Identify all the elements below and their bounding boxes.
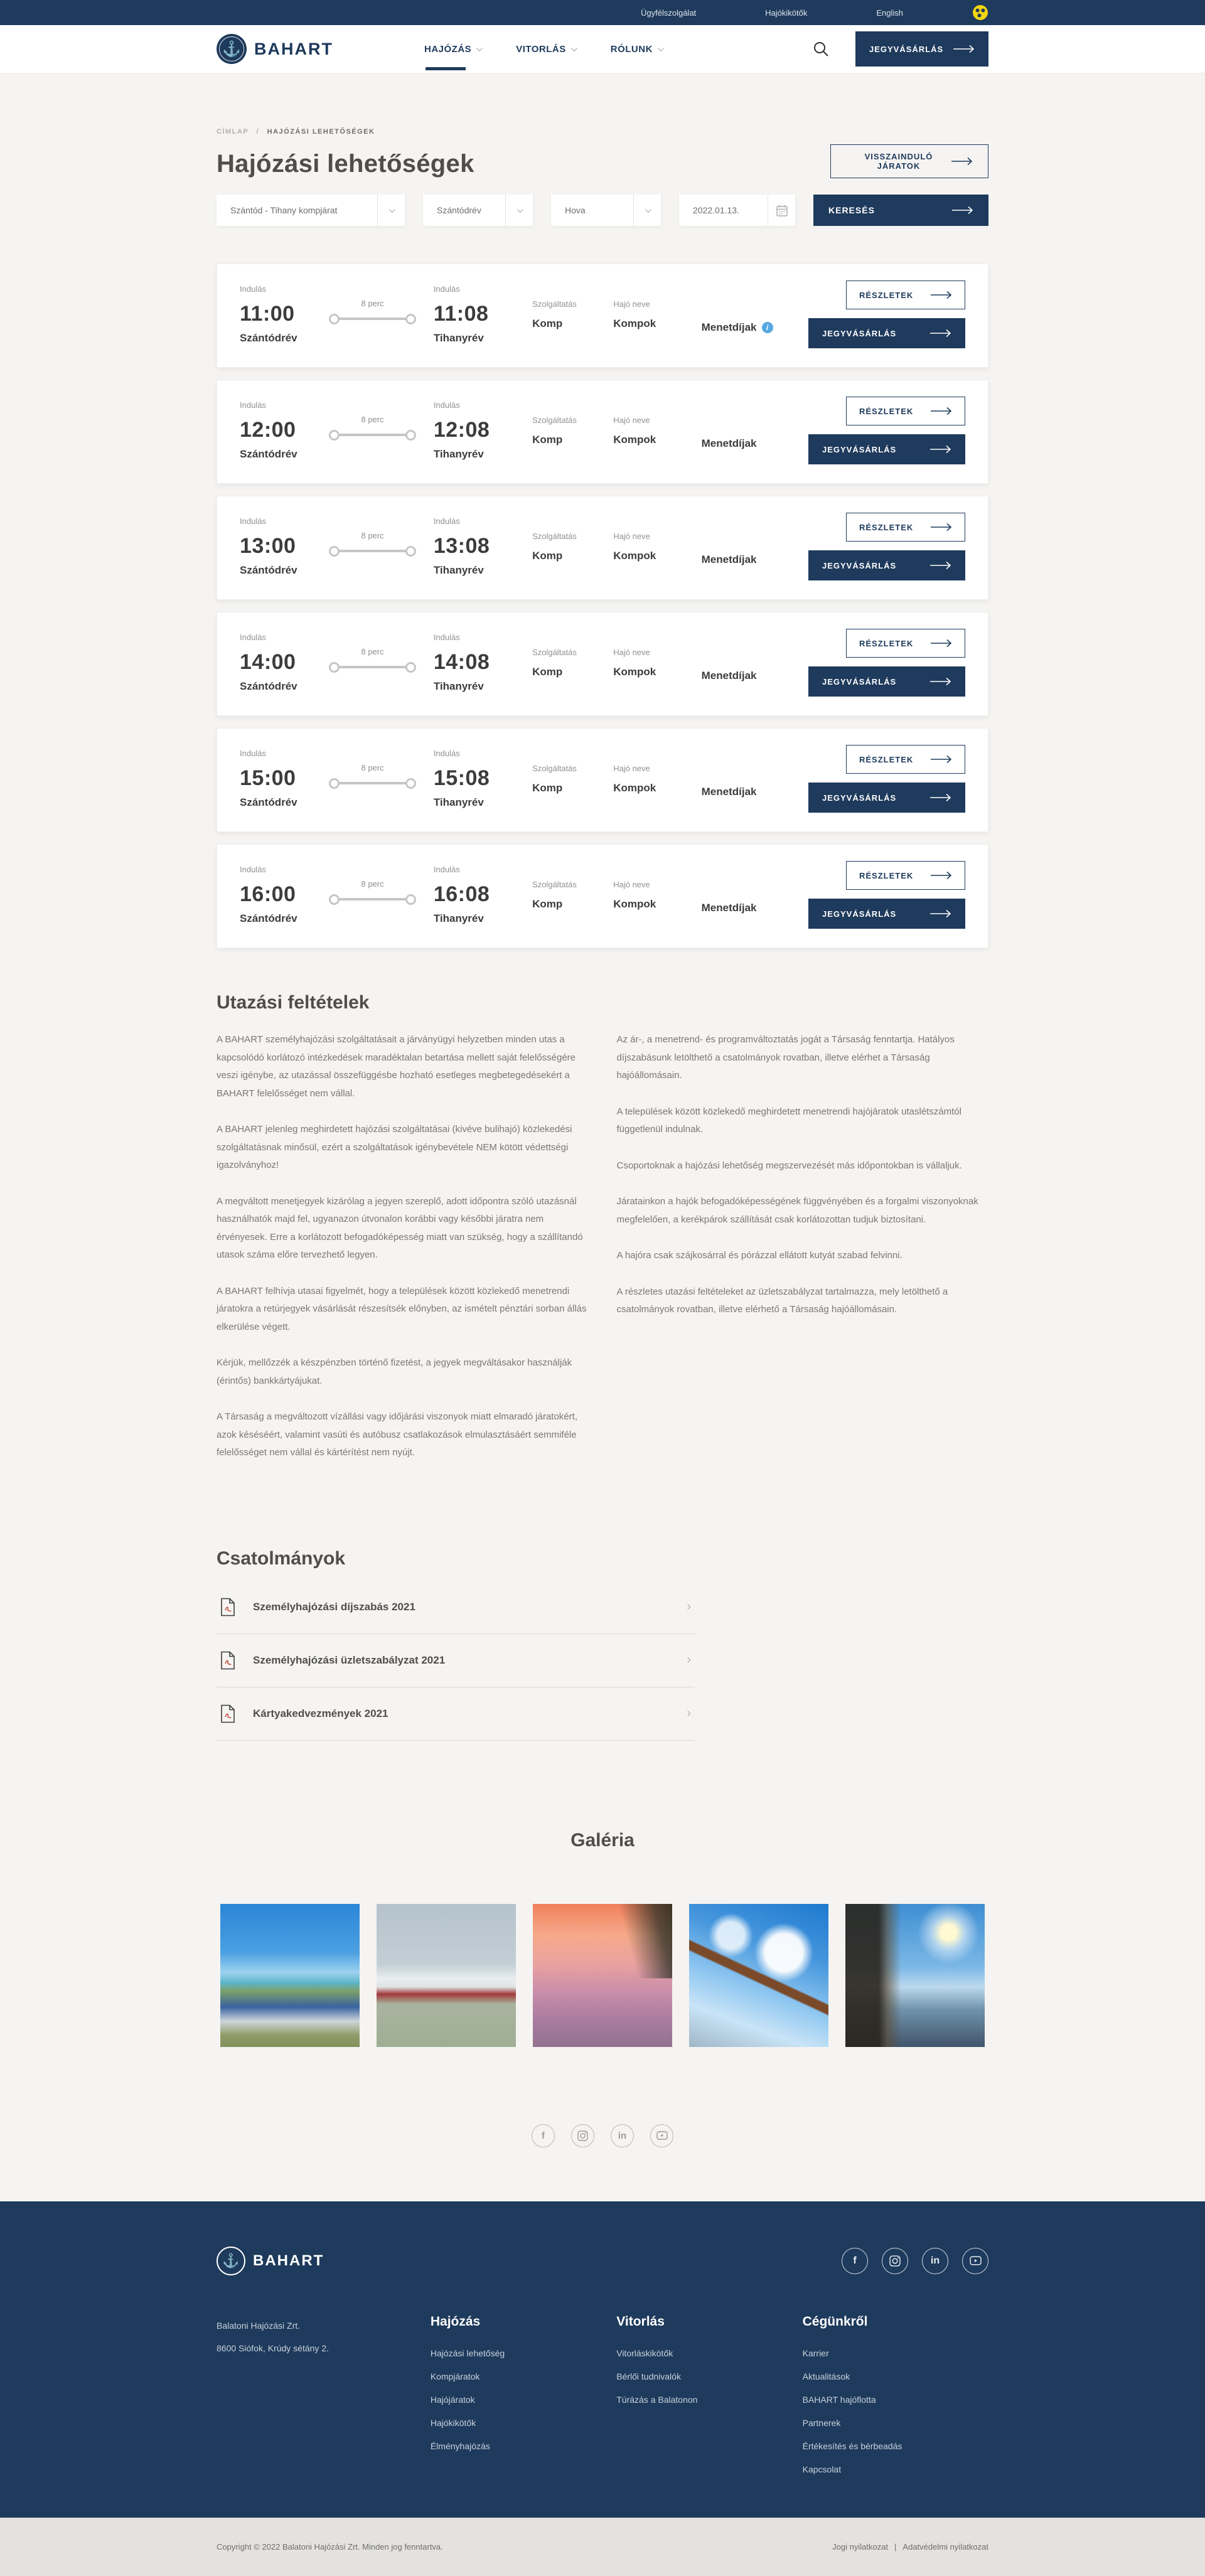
footer-link[interactable]: Kapcsolat bbox=[802, 2464, 842, 2474]
details-label: RÉSZLETEK bbox=[859, 522, 914, 532]
departure-label: Indulás bbox=[240, 633, 266, 642]
fares-link[interactable]: Menetdíjak bbox=[701, 437, 757, 449]
departure-time: 11:00 bbox=[240, 302, 295, 326]
service-column bbox=[532, 415, 613, 446]
footer-link[interactable]: Kompjáratok bbox=[430, 2371, 480, 2381]
return-trips-label: VISSZAINDULÓ JÁRATOK bbox=[864, 152, 933, 171]
ship-name-label: Hajó neve bbox=[613, 415, 650, 425]
fares-column bbox=[702, 528, 808, 566]
condition-paragraph: A BAHART személyhajózási szolgáltatásait a járványügyi helyzetben minden utas a kapcsolódó korlátozó intézkedések maradéktalan betartása mellett saját felelősségére veszi igénybe, az utazással összefüggésbe hozható esetleges megbetegedésekért a BAHART felelősséget nem vállal. bbox=[217, 1034, 576, 1099]
gallery-grid bbox=[217, 1904, 988, 2047]
gallery-photo-passenger-ship[interactable] bbox=[377, 1904, 516, 2047]
ship-name-label: Hajó neve bbox=[613, 763, 650, 773]
footer-link[interactable]: Partnerek bbox=[802, 2417, 841, 2428]
arrival-port: Tihanyrév bbox=[433, 448, 484, 460]
arrow-right-icon bbox=[930, 909, 951, 918]
route-duration-connector bbox=[329, 530, 416, 557]
footer-street-address: 8600 Siófok, Krúdy sétány 2. bbox=[217, 2343, 329, 2353]
anchor-logo-icon: ⚓ bbox=[217, 2247, 245, 2275]
footer-column-heading: Cégünkről bbox=[802, 2314, 868, 2329]
gallery-photo-boat-stern-sun[interactable] bbox=[845, 1904, 985, 2047]
buy-ticket-button[interactable] bbox=[808, 899, 965, 929]
arrow-right-icon bbox=[930, 329, 951, 338]
ship-name-column bbox=[613, 648, 701, 678]
arrival-port: Tihanyrév bbox=[433, 332, 484, 344]
instagram-icon[interactable] bbox=[882, 2248, 908, 2274]
service-value: Komp bbox=[532, 549, 563, 562]
arrow-right-icon bbox=[931, 755, 952, 764]
info-icon[interactable]: i bbox=[762, 322, 773, 333]
condition-paragraph: A BAHART felhívja utasai figyelmét, hogy a települések között közlekedő menetrendi járatokra a retúrjegyek vásárlását részesítsék előnyben, az ismételt pénztári sorban állás elkerülése végett. bbox=[217, 1285, 587, 1332]
departure-port: Szántódrév bbox=[240, 796, 297, 808]
main-navigation bbox=[424, 44, 662, 55]
footer-brand-name: BAHART bbox=[253, 2252, 324, 2269]
route-line bbox=[338, 318, 407, 320]
instagram-icon[interactable] bbox=[571, 2124, 594, 2147]
pdf-document-icon bbox=[220, 1704, 235, 1723]
arrow-right-icon bbox=[953, 45, 975, 53]
duration-label: 8 perc bbox=[361, 646, 384, 656]
details-button[interactable] bbox=[846, 745, 965, 774]
gallery-photo-sunset-harbor[interactable] bbox=[533, 1904, 672, 2047]
pdf-document-icon bbox=[220, 1598, 235, 1617]
footer-link[interactable]: Karrier bbox=[802, 2348, 829, 2358]
site-footer bbox=[0, 2201, 1205, 2518]
copyright-text: Copyright © 2022 Balatoni Hajózási Zrt. Minden jog fenntartva. bbox=[217, 2541, 443, 2552]
trip-actions bbox=[808, 397, 965, 464]
search-submit-button[interactable] bbox=[813, 195, 988, 226]
footer-column-cegunkrol bbox=[803, 2314, 988, 2488]
attachments-list bbox=[217, 1581, 695, 1741]
ship-name-label: Hajó neve bbox=[613, 299, 650, 309]
main-content bbox=[0, 73, 1205, 2201]
buy-ticket-label: JEGYVÁSÁRLÁS bbox=[822, 676, 897, 687]
details-button[interactable] bbox=[846, 513, 965, 542]
details-label: RÉSZLETEK bbox=[859, 638, 914, 648]
arrival-column bbox=[434, 516, 532, 577]
route-endpoint-dot bbox=[405, 546, 416, 557]
search-submit-label: KERESÉS bbox=[828, 205, 875, 215]
footer-link[interactable]: Élményhajózás bbox=[430, 2440, 490, 2451]
trip-actions bbox=[808, 629, 965, 697]
legal-separator: | bbox=[894, 2541, 897, 2552]
trip-card bbox=[217, 728, 988, 832]
condition-paragraph: Járatainkon a hajók befogadóképességének függvényében és a forgalmi viszonyoknak megfelelően, a kerékpárok szállítását csak korlátozottan tudjuk biztosítani. bbox=[616, 1196, 978, 1225]
linkedin-icon[interactable]: in bbox=[922, 2248, 948, 2274]
route-line bbox=[338, 898, 407, 901]
destination-port-select[interactable] bbox=[551, 195, 661, 226]
footer-bahart-logo[interactable] bbox=[217, 2247, 324, 2275]
details-label: RÉSZLETEK bbox=[859, 754, 914, 764]
departure-port-select[interactable] bbox=[423, 195, 533, 226]
arrival-label: Indulás bbox=[433, 284, 460, 294]
service-value: Komp bbox=[532, 781, 563, 794]
pdf-document-icon bbox=[220, 1651, 235, 1670]
ship-name-value: Kompok bbox=[613, 317, 656, 329]
departure-label: Indulás bbox=[240, 400, 266, 410]
arrow-right-icon bbox=[930, 793, 951, 802]
service-column bbox=[532, 299, 613, 330]
arrival-time: 11:08 bbox=[433, 302, 489, 326]
arrival-column bbox=[434, 749, 532, 809]
youtube-icon[interactable] bbox=[962, 2248, 988, 2274]
route-endpoint-dot bbox=[405, 894, 416, 905]
footer-link[interactable]: Hajójáratok bbox=[430, 2394, 475, 2405]
ship-name-column bbox=[613, 880, 701, 911]
departure-time: 13:00 bbox=[240, 534, 296, 558]
departure-column bbox=[240, 749, 329, 809]
social-links-row bbox=[0, 2124, 1205, 2147]
service-value: Komp bbox=[532, 665, 563, 678]
search-icon[interactable] bbox=[813, 41, 829, 57]
details-button[interactable] bbox=[846, 861, 965, 890]
condition-paragraph: Csoportoknak a hajózási lehetőség megszervezését más időpontokban is vállaljuk. bbox=[616, 1160, 962, 1171]
nav-item-vitorlas[interactable] bbox=[516, 44, 576, 55]
attachment-row-terms-pdf[interactable] bbox=[217, 1634, 695, 1687]
service-column bbox=[532, 880, 613, 911]
details-label: RÉSZLETEK bbox=[859, 290, 914, 300]
fares-link[interactable]: Menetdíjak bbox=[701, 785, 757, 798]
arrival-label: Indulás bbox=[433, 633, 460, 642]
ship-name-column bbox=[613, 415, 701, 446]
conditions-left-column bbox=[217, 1031, 589, 1480]
buy-ticket-label: JEGYVÁSÁRLÁS bbox=[822, 328, 897, 338]
duration-label: 8 perc bbox=[361, 879, 384, 889]
departure-time: 12:00 bbox=[240, 418, 296, 442]
arrival-time: 14:08 bbox=[433, 650, 490, 674]
details-label: RÉSZLETEK bbox=[859, 870, 914, 880]
buy-ticket-button[interactable] bbox=[808, 666, 965, 697]
footer-link[interactable]: Bérlői tudnivalók bbox=[616, 2371, 681, 2381]
page-title: Hajózási lehetőségek bbox=[217, 150, 474, 178]
trip-card bbox=[217, 264, 988, 368]
route-duration-connector bbox=[329, 879, 416, 905]
attachments-heading: Csatolmányok bbox=[217, 1547, 346, 1569]
nav-label: HAJÓZÁS bbox=[424, 43, 472, 55]
arrival-column bbox=[434, 284, 532, 345]
chevron-right-icon: › bbox=[687, 1706, 691, 1720]
attachment-row-fares-pdf[interactable] bbox=[217, 1581, 695, 1634]
arrival-port: Tihanyrév bbox=[433, 796, 484, 808]
accessibility-icon[interactable] bbox=[972, 4, 988, 21]
fares-link[interactable]: Menetdíjak bbox=[701, 901, 757, 914]
route-duration-connector bbox=[329, 414, 416, 441]
utility-top-bar bbox=[0, 0, 1205, 25]
ship-name-value: Kompok bbox=[613, 549, 656, 562]
footer-column-hajozas bbox=[431, 2314, 616, 2488]
arrow-right-icon bbox=[951, 157, 973, 166]
nav-item-hajozas[interactable] bbox=[424, 44, 481, 55]
arrival-column bbox=[434, 633, 532, 693]
departure-column bbox=[240, 865, 329, 925]
departure-port-value: Szántódrév bbox=[437, 205, 481, 215]
destination-port-placeholder: Hova bbox=[565, 205, 586, 215]
arrival-label: Indulás bbox=[433, 400, 460, 410]
arrival-label: Indulás bbox=[433, 865, 460, 874]
arrival-time: 16:08 bbox=[433, 882, 490, 906]
condition-paragraph: A hajóra csak szájkosárral és pórázzal ellátott kutyát szabad felvinni. bbox=[616, 1250, 902, 1261]
return-trips-button[interactable] bbox=[830, 144, 988, 178]
arrow-right-icon bbox=[952, 206, 973, 215]
fares-column bbox=[702, 876, 808, 914]
footer-link[interactable]: Aktualitások bbox=[802, 2371, 850, 2381]
ticket-purchase-button[interactable] bbox=[855, 31, 988, 67]
arrow-right-icon bbox=[931, 871, 952, 880]
service-value: Komp bbox=[532, 897, 563, 910]
ship-name-value: Kompok bbox=[613, 433, 656, 446]
service-value: Komp bbox=[532, 433, 563, 446]
route-endpoint-dot bbox=[405, 430, 416, 441]
ship-name-value: Kompok bbox=[613, 665, 656, 678]
arrow-right-icon bbox=[931, 291, 952, 299]
brand-name: BAHART bbox=[254, 39, 333, 58]
fares-column bbox=[702, 644, 808, 682]
service-label: Szolgáltatás bbox=[532, 531, 577, 541]
route-line bbox=[338, 666, 407, 668]
arrow-right-icon bbox=[931, 523, 952, 532]
details-button[interactable] bbox=[846, 629, 965, 658]
buy-ticket-label: JEGYVÁSÁRLÁS bbox=[822, 560, 897, 570]
condition-paragraph: A megváltott menetjegyek kizárólag a jegyen szereplő, adott időpontra szóló utazásnál használhatók majd fel, ugyanazon útvonalon korábbi vagy későbbi járatra nem érvényesek. Erre a korlátozott befogadóképesség miatt van szükség, hogy a szállítandó utasok száma előre tervezhető legyen. bbox=[217, 1195, 583, 1260]
attachment-label: Személyhajózási díjszabás 2021 bbox=[253, 1600, 415, 1613]
facebook-icon[interactable]: f bbox=[842, 2248, 868, 2274]
departure-port: Szántódrév bbox=[240, 448, 297, 460]
footer-column-heading: Vitorlás bbox=[616, 2314, 665, 2329]
fares-column bbox=[702, 412, 808, 450]
nav-label: VITORLÁS bbox=[516, 43, 566, 55]
service-label: Szolgáltatás bbox=[532, 879, 577, 889]
footer-link[interactable]: Túrázás a Balatonon bbox=[616, 2394, 698, 2405]
footer-column-vitorlas bbox=[616, 2314, 802, 2488]
chevron-right-icon: › bbox=[687, 1600, 691, 1613]
arrival-column bbox=[434, 400, 532, 461]
attachment-row-card-discounts-pdf[interactable] bbox=[217, 1687, 695, 1741]
arrow-right-icon bbox=[930, 677, 951, 686]
service-label: Szolgáltatás bbox=[532, 415, 577, 425]
condition-paragraph: A települések között közlekedő meghirdetett menetrendi hajójáratok utaslétszámtól függetlenül indulnak. bbox=[616, 1106, 961, 1135]
condition-paragraph: Az ár-, a menetrend- és programváltoztatás jogát a Társaság fenntartja. Hatályos díjszabásunk letölthető a csatolmányok rovatban, illetve elérhet a Társaság hajóállomásain. bbox=[616, 1034, 955, 1081]
service-value: Komp bbox=[532, 317, 563, 329]
arrival-time: 12:08 bbox=[433, 418, 490, 442]
condition-paragraph: A Társaság a megváltozott vízállási vagy időjárási viszonyok miatt elmaradó járatokért, azok késéséért, valamint vasúti és autóbusz csatlakozások elmulasztásáért semmiféle felelősséget nem vállal és kártérítést nem nyújt. bbox=[217, 1411, 577, 1458]
chevron-right-icon: › bbox=[687, 1653, 691, 1667]
departure-port: Szántódrév bbox=[240, 680, 297, 692]
chevron-down-icon bbox=[476, 45, 483, 51]
attachments-section bbox=[217, 1548, 988, 1741]
fares-link[interactable]: Menetdíjak bbox=[701, 553, 757, 565]
departure-time: 14:00 bbox=[240, 650, 296, 674]
chevron-down-icon bbox=[571, 45, 577, 51]
departure-time: 15:00 bbox=[240, 766, 296, 790]
condition-paragraph: A BAHART jelenleg meghirdetett hajózási szolgáltatásai (kivéve bulihajó) közlekedési szolgáltatásnak minősül, ezért a szolgáltatások igénybevétele NEM kötött védettségi igazolványhoz! bbox=[217, 1124, 572, 1170]
ship-name-value: Kompok bbox=[613, 781, 656, 794]
route-line bbox=[338, 434, 407, 436]
departure-label: Indulás bbox=[240, 284, 266, 294]
trip-card bbox=[217, 844, 988, 948]
route-line bbox=[338, 550, 407, 552]
fares-link[interactable]: Menetdíjak bbox=[701, 669, 757, 681]
arrow-right-icon bbox=[930, 445, 951, 454]
calendar-icon bbox=[768, 195, 795, 226]
arrival-port: Tihanyrév bbox=[433, 680, 484, 692]
chevron-down-icon bbox=[645, 206, 651, 213]
service-column bbox=[532, 648, 613, 678]
breadcrumb-current: HAJÓZÁSI LEHETŐSÉGEK bbox=[267, 128, 375, 136]
ship-name-column bbox=[613, 299, 701, 330]
buy-ticket-label: JEGYVÁSÁRLÁS bbox=[822, 909, 897, 919]
buy-ticket-button[interactable] bbox=[808, 550, 965, 580]
footer-link[interactable]: Vitorláskikötők bbox=[616, 2348, 673, 2358]
service-label: Szolgáltatás bbox=[532, 299, 577, 309]
bahart-logo[interactable] bbox=[217, 34, 333, 64]
trip-actions bbox=[808, 745, 965, 813]
footer-link[interactable]: Hajókikötők bbox=[430, 2417, 476, 2428]
trip-card bbox=[217, 496, 988, 600]
legal-notice-link[interactable]: Jogi nyilatkozat bbox=[832, 2541, 889, 2552]
trip-actions bbox=[808, 861, 965, 929]
service-label: Szolgáltatás bbox=[532, 647, 577, 657]
route-duration-connector bbox=[329, 762, 416, 789]
condition-paragraph: Kérjük, mellőzzék a készpénzben történő fizetést, a jegyek megváltásakor használják (érintős) bankkártyájukat. bbox=[217, 1357, 572, 1386]
duration-label: 8 perc bbox=[361, 414, 384, 424]
fares-column bbox=[702, 296, 808, 334]
departure-port: Szántódrév bbox=[240, 564, 297, 576]
departure-column bbox=[240, 400, 329, 461]
arrow-right-icon bbox=[931, 407, 952, 415]
copyright-bar bbox=[0, 2518, 1205, 2576]
footer-social-links bbox=[842, 2248, 988, 2274]
duration-label: 8 perc bbox=[361, 530, 384, 540]
gallery-photo-ferry[interactable] bbox=[220, 1904, 360, 2047]
fares-link[interactable]: Menetdíjak bbox=[701, 321, 757, 333]
buy-ticket-button[interactable] bbox=[808, 318, 965, 348]
breadcrumb bbox=[217, 128, 988, 136]
departure-label: Indulás bbox=[240, 516, 266, 526]
buy-ticket-button[interactable] bbox=[808, 783, 965, 813]
arrival-port: Tihanyrév bbox=[433, 564, 484, 576]
nav-label: RÓLUNK bbox=[610, 43, 653, 55]
gallery-heading: Galéria bbox=[570, 1829, 635, 1851]
gallery-photo-passengers-on-deck[interactable] bbox=[689, 1904, 828, 2047]
route-duration-connector bbox=[329, 646, 416, 673]
nav-item-rolunk[interactable] bbox=[611, 44, 662, 55]
service-label: Szolgáltatás bbox=[532, 763, 577, 773]
trip-search-form bbox=[217, 195, 988, 226]
facebook-icon[interactable]: f bbox=[532, 2124, 555, 2147]
arrival-time: 15:08 bbox=[433, 766, 490, 790]
route-endpoint-dot bbox=[405, 662, 416, 673]
fares-column bbox=[702, 760, 808, 798]
topbar-link-ports[interactable]: Hajókikötők bbox=[765, 8, 808, 18]
topbar-link-language-english[interactable]: English bbox=[876, 8, 903, 18]
conditions-right-column bbox=[617, 1031, 989, 1480]
arrival-label: Indulás bbox=[433, 516, 460, 526]
arrival-port: Tihanyrév bbox=[433, 912, 484, 924]
route-select-value: Szántód - Tihany kompjárat bbox=[230, 205, 338, 215]
departure-label: Indulás bbox=[240, 865, 266, 874]
arrival-column bbox=[434, 865, 532, 925]
ship-name-label: Hajó neve bbox=[613, 879, 650, 889]
departure-time: 16:00 bbox=[240, 882, 296, 906]
ship-name-column bbox=[613, 764, 701, 794]
details-button[interactable] bbox=[846, 281, 965, 309]
ship-name-label: Hajó neve bbox=[613, 647, 650, 657]
ship-name-value: Kompok bbox=[613, 897, 656, 910]
departure-port: Szántódrév bbox=[240, 332, 297, 344]
trip-actions bbox=[808, 281, 965, 348]
departure-label: Indulás bbox=[240, 749, 266, 758]
gallery-section bbox=[0, 1830, 1205, 2201]
linkedin-icon[interactable]: in bbox=[611, 2124, 634, 2147]
trip-card bbox=[217, 380, 988, 484]
ticket-purchase-label: JEGYVÁSÁRLÁS bbox=[869, 44, 944, 54]
departure-port: Szántódrév bbox=[240, 912, 297, 924]
footer-address bbox=[217, 2314, 431, 2488]
route-endpoint-dot bbox=[405, 778, 416, 789]
date-picker-field[interactable] bbox=[679, 195, 795, 226]
arrow-right-icon bbox=[930, 561, 951, 570]
chevron-down-icon bbox=[517, 206, 523, 213]
trip-card bbox=[217, 612, 988, 716]
travel-conditions-section bbox=[217, 992, 988, 1480]
departure-column bbox=[240, 633, 329, 693]
route-endpoint-dot bbox=[405, 314, 416, 324]
arrival-time: 13:08 bbox=[433, 534, 490, 558]
route-duration-connector bbox=[329, 298, 416, 324]
attachment-label: Személyhajózási üzletszabályzat 2021 bbox=[253, 1654, 446, 1666]
breadcrumb-separator: / bbox=[256, 128, 260, 136]
details-label: RÉSZLETEK bbox=[859, 406, 914, 416]
arrival-label: Indulás bbox=[433, 749, 460, 758]
buy-ticket-label: JEGYVÁSÁRLÁS bbox=[822, 444, 897, 454]
departure-column bbox=[240, 516, 329, 577]
site-header bbox=[0, 25, 1205, 73]
route-line bbox=[338, 782, 407, 784]
youtube-icon[interactable] bbox=[650, 2124, 673, 2147]
route-select[interactable] bbox=[217, 195, 405, 226]
trip-results-list bbox=[217, 264, 988, 948]
ship-name-column bbox=[613, 532, 701, 562]
details-button[interactable] bbox=[846, 397, 965, 425]
footer-company-name: Balatoni Hajózási Zrt. bbox=[217, 2320, 301, 2331]
footer-link[interactable]: Hajózási lehetőség bbox=[430, 2348, 505, 2358]
departure-column bbox=[240, 284, 329, 345]
footer-column-heading: Hajózás bbox=[430, 2314, 481, 2329]
buy-ticket-label: JEGYVÁSÁRLÁS bbox=[822, 793, 897, 803]
condition-paragraph: A részletes utazási feltételeket az üzletszabályzat tartalmazza, mely letölthető a csatolmányok rovatban, illetve elérhető a Társaság hajóállomásain. bbox=[616, 1286, 948, 1315]
footer-link[interactable]: Értékesítés és bérbeadás bbox=[802, 2440, 902, 2451]
chevron-down-icon bbox=[389, 206, 395, 213]
duration-label: 8 perc bbox=[361, 298, 384, 308]
topbar-link-customer-service[interactable]: Ügyfélszolgálat bbox=[641, 8, 697, 18]
service-column bbox=[532, 532, 613, 562]
privacy-policy-link[interactable]: Adatvédelmi nyilatkozat bbox=[902, 2541, 988, 2552]
ship-name-label: Hajó neve bbox=[613, 531, 650, 541]
anchor-logo-icon: ⚓ bbox=[217, 34, 247, 64]
attachment-label: Kártyakedvezmények 2021 bbox=[253, 1707, 388, 1719]
trip-actions bbox=[808, 513, 965, 580]
footer-link[interactable]: BAHART hajóflotta bbox=[802, 2394, 876, 2405]
duration-label: 8 perc bbox=[361, 762, 384, 772]
chevron-down-icon bbox=[658, 45, 664, 51]
breadcrumb-home-link[interactable]: CÍMLAP bbox=[217, 128, 249, 136]
date-value: 2022.01.13. bbox=[693, 205, 739, 215]
arrow-right-icon bbox=[931, 639, 952, 648]
buy-ticket-button[interactable] bbox=[808, 434, 965, 464]
service-column bbox=[532, 764, 613, 794]
travel-conditions-heading: Utazási feltételek bbox=[217, 992, 370, 1013]
